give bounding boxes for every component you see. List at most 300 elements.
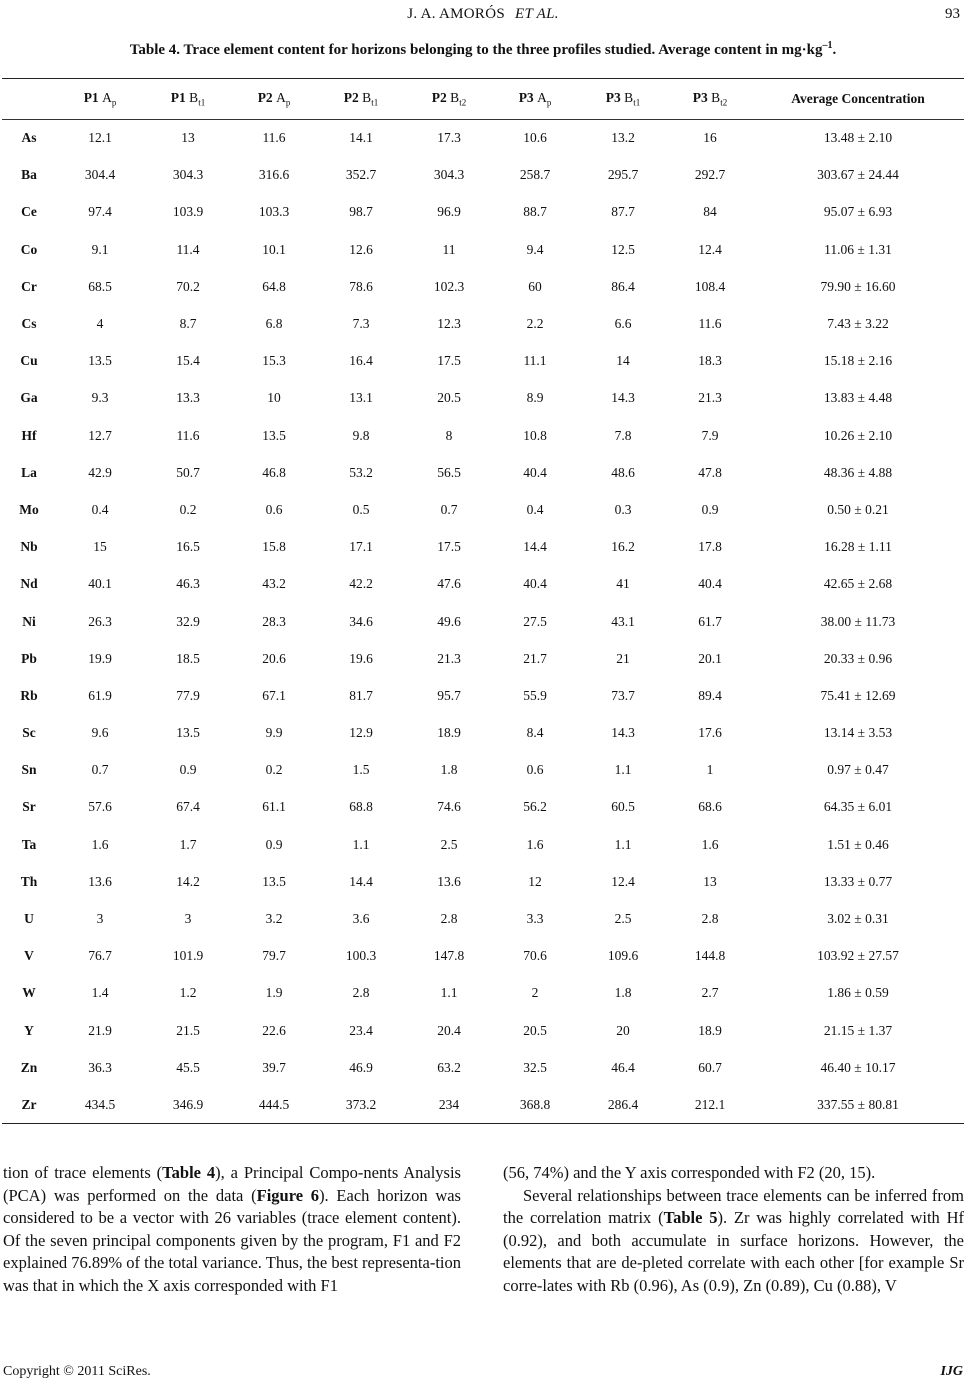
- value-cell: 73.7: [611, 687, 635, 703]
- value-cell: 103.3: [258, 204, 290, 220]
- value-cell: 40.4: [523, 576, 547, 592]
- header-horizon: B: [624, 90, 634, 106]
- author: J. A. AMORÓS: [407, 6, 505, 22]
- value-cell: 46.9: [349, 1059, 373, 1075]
- table-caption: Table 4. Trace element content for horizons belonging to the three profiles studied. Average content in $mg\cdot kg^{-1}$.: [129, 40, 837, 58]
- value-cell: 13.5: [88, 353, 112, 369]
- value-cell: 43.1: [611, 613, 635, 629]
- header-profile: P3: [518, 90, 534, 106]
- header-col-4: [316, 79, 406, 120]
- value-cell: 81.7: [349, 687, 373, 703]
- table-row: [2, 1086, 964, 1123]
- average-cell: 79.90 ± 16.60: [820, 278, 896, 294]
- header-col-6: [492, 79, 578, 120]
- value-cell: 1.6: [91, 836, 109, 852]
- header-horizon: A: [537, 90, 547, 106]
- value-cell: 95.7: [437, 687, 461, 703]
- value-cell: 1.1: [614, 836, 632, 852]
- value-cell: 18.9: [698, 1022, 722, 1038]
- element-symbol: Sc: [22, 725, 36, 741]
- value-cell: 20.1: [698, 650, 722, 666]
- element-symbol: U: [24, 911, 34, 927]
- value-cell: 0.4: [91, 501, 109, 517]
- value-cell: 88.7: [523, 204, 547, 220]
- element-symbol: Zr: [2, 1086, 56, 1123]
- value-cell: 3.2: [265, 911, 283, 927]
- value-cell: 1.6: [701, 836, 719, 852]
- body-text-left-column: [3, 1162, 461, 1298]
- table-row: [2, 826, 964, 863]
- header-average: Average Concentration: [752, 79, 964, 120]
- value-cell: 18.9: [437, 725, 461, 741]
- table-row: [2, 231, 964, 268]
- value-cell: 14.3: [611, 725, 635, 741]
- running-head-title: [0, 6, 966, 23]
- table-row: [2, 454, 964, 491]
- value-cell: 17.5: [437, 539, 461, 555]
- value-cell: 13.2: [611, 130, 635, 146]
- value-cell: 13.3: [176, 390, 200, 406]
- value-cell: 17.1: [349, 539, 373, 555]
- value-cell: 2.8: [440, 911, 458, 927]
- value-cell: 9.3: [91, 390, 109, 406]
- value-cell: 21.7: [523, 650, 547, 666]
- average-cell: 303.67 ± 24.44: [817, 167, 899, 183]
- value-cell: 10.1: [262, 241, 286, 257]
- average-cell: 1.51 ± 0.46: [827, 836, 889, 852]
- value-cell: 76.7: [88, 948, 112, 964]
- header-horizon: B: [362, 90, 372, 106]
- value-cell: 23.4: [349, 1022, 373, 1038]
- average-cell: 13.83 ± 4.48: [823, 390, 893, 406]
- value-cell: 144.8: [694, 948, 726, 964]
- value-cell: 21.3: [437, 650, 461, 666]
- value-cell: 10: [267, 390, 281, 406]
- value-cell: 46.4: [611, 1059, 635, 1075]
- page-number: 93: [945, 6, 960, 22]
- value-cell: 28.3: [262, 613, 286, 629]
- average-cell: 64.35 ± 6.01: [823, 799, 893, 815]
- value-cell: 41: [616, 576, 630, 592]
- value-cell: 70.6: [523, 948, 547, 964]
- element-symbol: Co: [20, 241, 38, 257]
- value-cell: 7.9: [701, 427, 719, 443]
- value-cell: 13: [703, 873, 717, 889]
- value-cell: 102.3: [433, 278, 465, 294]
- value-cell: 78.6: [349, 278, 373, 294]
- table-row: [2, 491, 964, 528]
- element-symbol: Mo: [19, 501, 39, 517]
- value-cell: 49.6: [437, 613, 461, 629]
- table-row: [2, 566, 964, 603]
- value-cell: 50.7: [176, 464, 200, 480]
- value-cell: 0.9: [265, 836, 283, 852]
- value-cell: 12.5: [611, 241, 635, 257]
- average-cell: 75.41 ± 12.69: [820, 687, 896, 703]
- bold-ref: Table 4: [162, 1163, 216, 1182]
- header-horizon-sub: t2: [720, 97, 728, 108]
- header-element-blank: [2, 79, 56, 120]
- value-cell: 103.9: [172, 204, 204, 220]
- value-cell: 67.4: [176, 799, 200, 815]
- value-cell: 36.3: [88, 1059, 112, 1075]
- value-cell: 434.5: [56, 1086, 144, 1123]
- value-cell: 45.5: [176, 1059, 200, 1075]
- value-cell: 0.7: [440, 501, 458, 517]
- table-row: [2, 752, 964, 789]
- value-cell: 20.4: [437, 1022, 461, 1038]
- element-symbol: Sn: [21, 762, 37, 778]
- average-cell: 337.55 ± 80.81: [752, 1086, 964, 1123]
- average-cell: 103.92 ± 27.57: [817, 948, 899, 964]
- paragraph-right: Several relationships between trace elements can be inferred from the correlation matrix (Table 5). Zr was highly correlated with Hf (0.92), and both accumulate in surface horizons. However, the elements that are de-pleted correlate with each other [for example Sr corre-lates with Rb (0.96), As (0.9), Zn (0.89), Cu (0.88), V: [503, 1185, 965, 1295]
- average-cell: 1.86 ± 0.59: [827, 985, 889, 1001]
- value-cell: 70.2: [176, 278, 200, 294]
- value-cell: 61.1: [262, 799, 286, 815]
- value-cell: 1.8: [440, 762, 458, 778]
- value-cell: 373.2: [316, 1086, 406, 1123]
- value-cell: 14.2: [176, 873, 200, 889]
- element-symbol: Nb: [20, 539, 38, 555]
- value-cell: 1.1: [614, 762, 632, 778]
- element-symbol: Sr: [22, 799, 36, 815]
- value-cell: 13.5: [262, 873, 286, 889]
- value-cell: 15.8: [262, 539, 286, 555]
- value-cell: 316.6: [258, 167, 290, 183]
- value-cell: 0.7: [91, 762, 109, 778]
- value-cell: 9.1: [91, 241, 109, 257]
- header-horizon: B: [189, 90, 199, 106]
- value-cell: 77.9: [176, 687, 200, 703]
- value-cell: 12.4: [611, 873, 635, 889]
- value-cell: 304.3: [172, 167, 204, 183]
- value-cell: 47.6: [437, 576, 461, 592]
- value-cell: 12.1: [88, 130, 112, 146]
- value-cell: 304.4: [84, 167, 116, 183]
- value-cell: 100.3: [345, 948, 377, 964]
- bold-ref: Table 5: [663, 1208, 718, 1228]
- running-head: [0, 6, 966, 26]
- element-symbol: Ba: [21, 167, 37, 183]
- value-cell: 79.7: [262, 948, 286, 964]
- value-cell: 8.4: [526, 725, 544, 741]
- value-cell: 12.9: [349, 725, 373, 741]
- value-cell: 61.7: [698, 613, 722, 629]
- value-cell: 20.5: [437, 390, 461, 406]
- table-row: [2, 603, 964, 640]
- value-cell: 9.8: [352, 427, 370, 443]
- value-cell: 40.4: [523, 464, 547, 480]
- table-row: [2, 677, 964, 714]
- value-cell: 1.8: [614, 985, 632, 1001]
- value-cell: 32.5: [523, 1059, 547, 1075]
- value-cell: 0.6: [526, 762, 544, 778]
- element-symbol: Cu: [20, 353, 38, 369]
- element-symbol: Zn: [20, 1059, 38, 1075]
- value-cell: 21.3: [698, 390, 722, 406]
- value-cell: 67.1: [262, 687, 286, 703]
- header-profile: P2: [343, 90, 359, 106]
- copyright-notice: Copyright © 2011 SciRes.: [3, 1364, 151, 1379]
- value-cell: 7.8: [614, 427, 632, 443]
- value-cell: 11.6: [262, 130, 286, 146]
- average-cell: 13.48 ± 2.10: [823, 130, 893, 146]
- average-cell: 16.28 ± 1.11: [824, 539, 892, 555]
- header-col-1: [56, 79, 144, 120]
- value-cell: 11.1: [523, 353, 547, 369]
- value-cell: 0.9: [701, 501, 719, 517]
- average-cell: 7.43 ± 3.22: [827, 316, 889, 332]
- value-cell: 286.4: [578, 1086, 668, 1123]
- value-cell: 55.9: [523, 687, 547, 703]
- value-cell: 8.9: [526, 390, 544, 406]
- journal-abbrev: IJG: [940, 1364, 963, 1379]
- value-cell: 18.5: [176, 650, 200, 666]
- value-cell: 1.1: [440, 985, 458, 1001]
- table-row: [2, 1049, 964, 1086]
- value-cell: 8.7: [179, 316, 197, 332]
- table-row: [2, 789, 964, 826]
- value-cell: 22.6: [262, 1022, 286, 1038]
- header-col-5: [406, 79, 492, 120]
- value-cell: 63.2: [437, 1059, 461, 1075]
- table-row: [2, 268, 964, 305]
- header-col-7: [578, 79, 668, 120]
- element-symbol: Rb: [20, 687, 38, 703]
- average-cell: 0.50 ± 0.21: [827, 501, 889, 517]
- value-cell: 101.9: [172, 948, 204, 964]
- value-cell: 21.9: [88, 1022, 112, 1038]
- value-cell: 1.1: [352, 836, 370, 852]
- value-cell: 4: [96, 316, 104, 332]
- value-cell: 14.1: [349, 130, 373, 146]
- element-symbol: Y: [24, 1022, 34, 1038]
- value-cell: 15.3: [262, 353, 286, 369]
- value-cell: 68.5: [88, 278, 112, 294]
- paragraph-right-continued: (56, 74%) and the Y axis corresponded with F2 (20, 15).: [503, 1163, 876, 1182]
- value-cell: 46.8: [262, 464, 286, 480]
- value-cell: 64.8: [262, 278, 286, 294]
- table-row: [2, 529, 964, 566]
- average-cell: 95.07 ± 6.93: [823, 204, 893, 220]
- value-cell: 74.6: [437, 799, 461, 815]
- element-symbol: V: [24, 948, 34, 964]
- value-cell: 11.6: [698, 316, 722, 332]
- value-cell: 89.4: [698, 687, 722, 703]
- value-cell: 84: [703, 204, 717, 220]
- average-cell: 15.18 ± 2.16: [823, 353, 893, 369]
- average-cell: 13.14 ± 3.53: [823, 725, 893, 741]
- value-cell: 0.3: [614, 501, 632, 517]
- value-cell: 43.2: [262, 576, 286, 592]
- value-cell: 12.3: [437, 316, 461, 332]
- value-cell: 9.9: [265, 725, 283, 741]
- table-row: [2, 938, 964, 975]
- value-cell: 68.8: [349, 799, 373, 815]
- value-cell: 16.4: [349, 353, 373, 369]
- value-cell: 212.1: [668, 1086, 752, 1123]
- value-cell: 3: [184, 911, 192, 927]
- value-cell: 2.8: [701, 911, 719, 927]
- element-symbol: As: [21, 130, 37, 146]
- table-row: [2, 157, 964, 194]
- value-cell: 346.9: [144, 1086, 232, 1123]
- average-cell: 48.36 ± 4.88: [823, 464, 893, 480]
- value-cell: 20: [616, 1022, 630, 1038]
- value-cell: 108.4: [694, 278, 726, 294]
- header-horizon-sub: p: [111, 97, 117, 108]
- element-symbol: La: [21, 464, 37, 480]
- element-symbol: Ce: [21, 204, 37, 220]
- value-cell: 0.6: [265, 501, 283, 517]
- value-cell: 60.7: [698, 1059, 722, 1075]
- table-row: [2, 640, 964, 677]
- value-cell: 13.1: [349, 390, 373, 406]
- element-symbol: Cr: [21, 278, 37, 294]
- value-cell: 13.6: [437, 873, 461, 889]
- value-cell: 352.7: [345, 167, 377, 183]
- value-cell: 47.8: [698, 464, 722, 480]
- table-row: [2, 343, 964, 380]
- value-cell: 12.4: [698, 241, 722, 257]
- value-cell: 14.4: [523, 539, 547, 555]
- average-cell: 21.15 ± 1.37: [823, 1022, 893, 1038]
- value-cell: 16.5: [176, 539, 200, 555]
- value-cell: 16.2: [611, 539, 635, 555]
- value-cell: 53.2: [349, 464, 373, 480]
- value-cell: 87.7: [611, 204, 635, 220]
- paragraph-left: tion of trace elements (Table 4), a Principal Compo-nents Analysis (PCA) was performed on the data (Figure 6). Each horizon was considered to be a vector with 26 variables (trace element content). Of the seven principal components given by the program, F1 and F2 explained 76.89% of the total variance. Thus, the best representa-tion was that in which the X axis corresponded with F1: [3, 1163, 461, 1295]
- value-cell: 0.2: [179, 501, 197, 517]
- element-symbol: W: [22, 985, 36, 1001]
- value-cell: 10.6: [523, 130, 547, 146]
- value-cell: 17.3: [437, 130, 461, 146]
- average-cell: 42.65 ± 2.68: [823, 576, 893, 592]
- value-cell: 1.6: [526, 836, 544, 852]
- element-symbol: Nd: [20, 576, 38, 592]
- body-text-right-column: [503, 1162, 964, 1298]
- value-cell: 3.6: [352, 911, 370, 927]
- value-cell: 368.8: [492, 1086, 578, 1123]
- value-cell: 1.7: [179, 836, 197, 852]
- value-cell: 3: [96, 911, 104, 927]
- header-col-2: [144, 79, 232, 120]
- value-cell: 17.6: [698, 725, 722, 741]
- value-cell: 11: [442, 241, 456, 257]
- value-cell: 11.4: [176, 241, 200, 257]
- value-cell: 295.7: [607, 167, 639, 183]
- value-cell: 21.5: [176, 1022, 200, 1038]
- value-cell: 2.7: [701, 985, 719, 1001]
- table-header-row: [2, 79, 964, 120]
- value-cell: 13: [181, 130, 195, 146]
- element-symbol: Pb: [21, 650, 37, 666]
- element-symbol: Th: [20, 873, 38, 889]
- value-cell: 2.5: [440, 836, 458, 852]
- header-profile: P2: [431, 90, 447, 106]
- average-cell: 3.02 ± 0.31: [827, 911, 889, 927]
- value-cell: 11.6: [176, 427, 200, 443]
- value-cell: 444.5: [232, 1086, 316, 1123]
- value-cell: 9.6: [91, 725, 109, 741]
- value-cell: 13.5: [176, 725, 200, 741]
- value-cell: 34.6: [349, 613, 373, 629]
- element-symbol: Ni: [22, 613, 36, 629]
- value-cell: 39.7: [262, 1059, 286, 1075]
- header-profile: P1: [170, 90, 186, 106]
- value-cell: 14: [616, 353, 630, 369]
- header-horizon-sub: p: [546, 97, 552, 108]
- value-cell: 0.2: [265, 762, 283, 778]
- value-cell: 1.2: [179, 985, 197, 1001]
- header-profile: P1: [83, 90, 99, 106]
- average-cell: 20.33 ± 0.96: [823, 650, 893, 666]
- value-cell: 2.8: [352, 985, 370, 1001]
- value-cell: 57.6: [88, 799, 112, 815]
- table-row: [2, 975, 964, 1012]
- value-cell: 1.9: [265, 985, 283, 1001]
- average-cell: 38.00 ± 11.73: [820, 613, 896, 629]
- value-cell: 1: [706, 762, 714, 778]
- value-cell: 17.8: [698, 539, 722, 555]
- value-cell: 19.6: [349, 650, 373, 666]
- value-cell: 46.3: [176, 576, 200, 592]
- value-cell: 19.9: [88, 650, 112, 666]
- value-cell: 234: [406, 1086, 492, 1123]
- value-cell: 40.4: [698, 576, 722, 592]
- table-row: [2, 380, 964, 417]
- average-cell: 11.06 ± 1.31: [824, 241, 892, 257]
- header-horizon-sub: t1: [198, 97, 206, 108]
- table-row: [2, 194, 964, 231]
- value-cell: 2: [531, 985, 539, 1001]
- value-cell: 304.3: [433, 167, 465, 183]
- value-cell: 13.5: [262, 427, 286, 443]
- value-cell: 97.4: [88, 204, 112, 220]
- table-row: [2, 1012, 964, 1049]
- header-horizon: A: [102, 90, 112, 106]
- value-cell: 0.9: [179, 762, 197, 778]
- table-row: [2, 863, 964, 900]
- value-cell: 42.2: [349, 576, 373, 592]
- et-al: ET AL.: [515, 6, 559, 22]
- value-cell: 7.3: [352, 316, 370, 332]
- value-cell: 27.5: [523, 613, 547, 629]
- value-cell: 14.3: [611, 390, 635, 406]
- value-cell: 42.9: [88, 464, 112, 480]
- value-cell: 96.9: [437, 204, 461, 220]
- element-symbol: Ga: [20, 390, 38, 406]
- value-cell: 40.1: [88, 576, 112, 592]
- value-cell: 8: [445, 427, 453, 443]
- value-cell: 10.8: [523, 427, 547, 443]
- header-col-8: [668, 79, 752, 120]
- header-profile: P2: [257, 90, 273, 106]
- header-horizon-sub: t1: [371, 97, 379, 108]
- value-cell: 21: [616, 650, 630, 666]
- average-cell: 0.97 ± 0.47: [827, 762, 889, 778]
- header-horizon: B: [450, 90, 460, 106]
- value-cell: 3.3: [526, 911, 544, 927]
- average-cell: 10.26 ± 2.10: [823, 427, 893, 443]
- value-cell: 12.7: [88, 427, 112, 443]
- value-cell: 12.6: [349, 241, 373, 257]
- value-cell: 48.6: [611, 464, 635, 480]
- value-cell: 2.5: [614, 911, 632, 927]
- trace-element-table: [2, 78, 964, 1124]
- header-col-3: [232, 79, 316, 120]
- value-cell: 0.5: [352, 501, 370, 517]
